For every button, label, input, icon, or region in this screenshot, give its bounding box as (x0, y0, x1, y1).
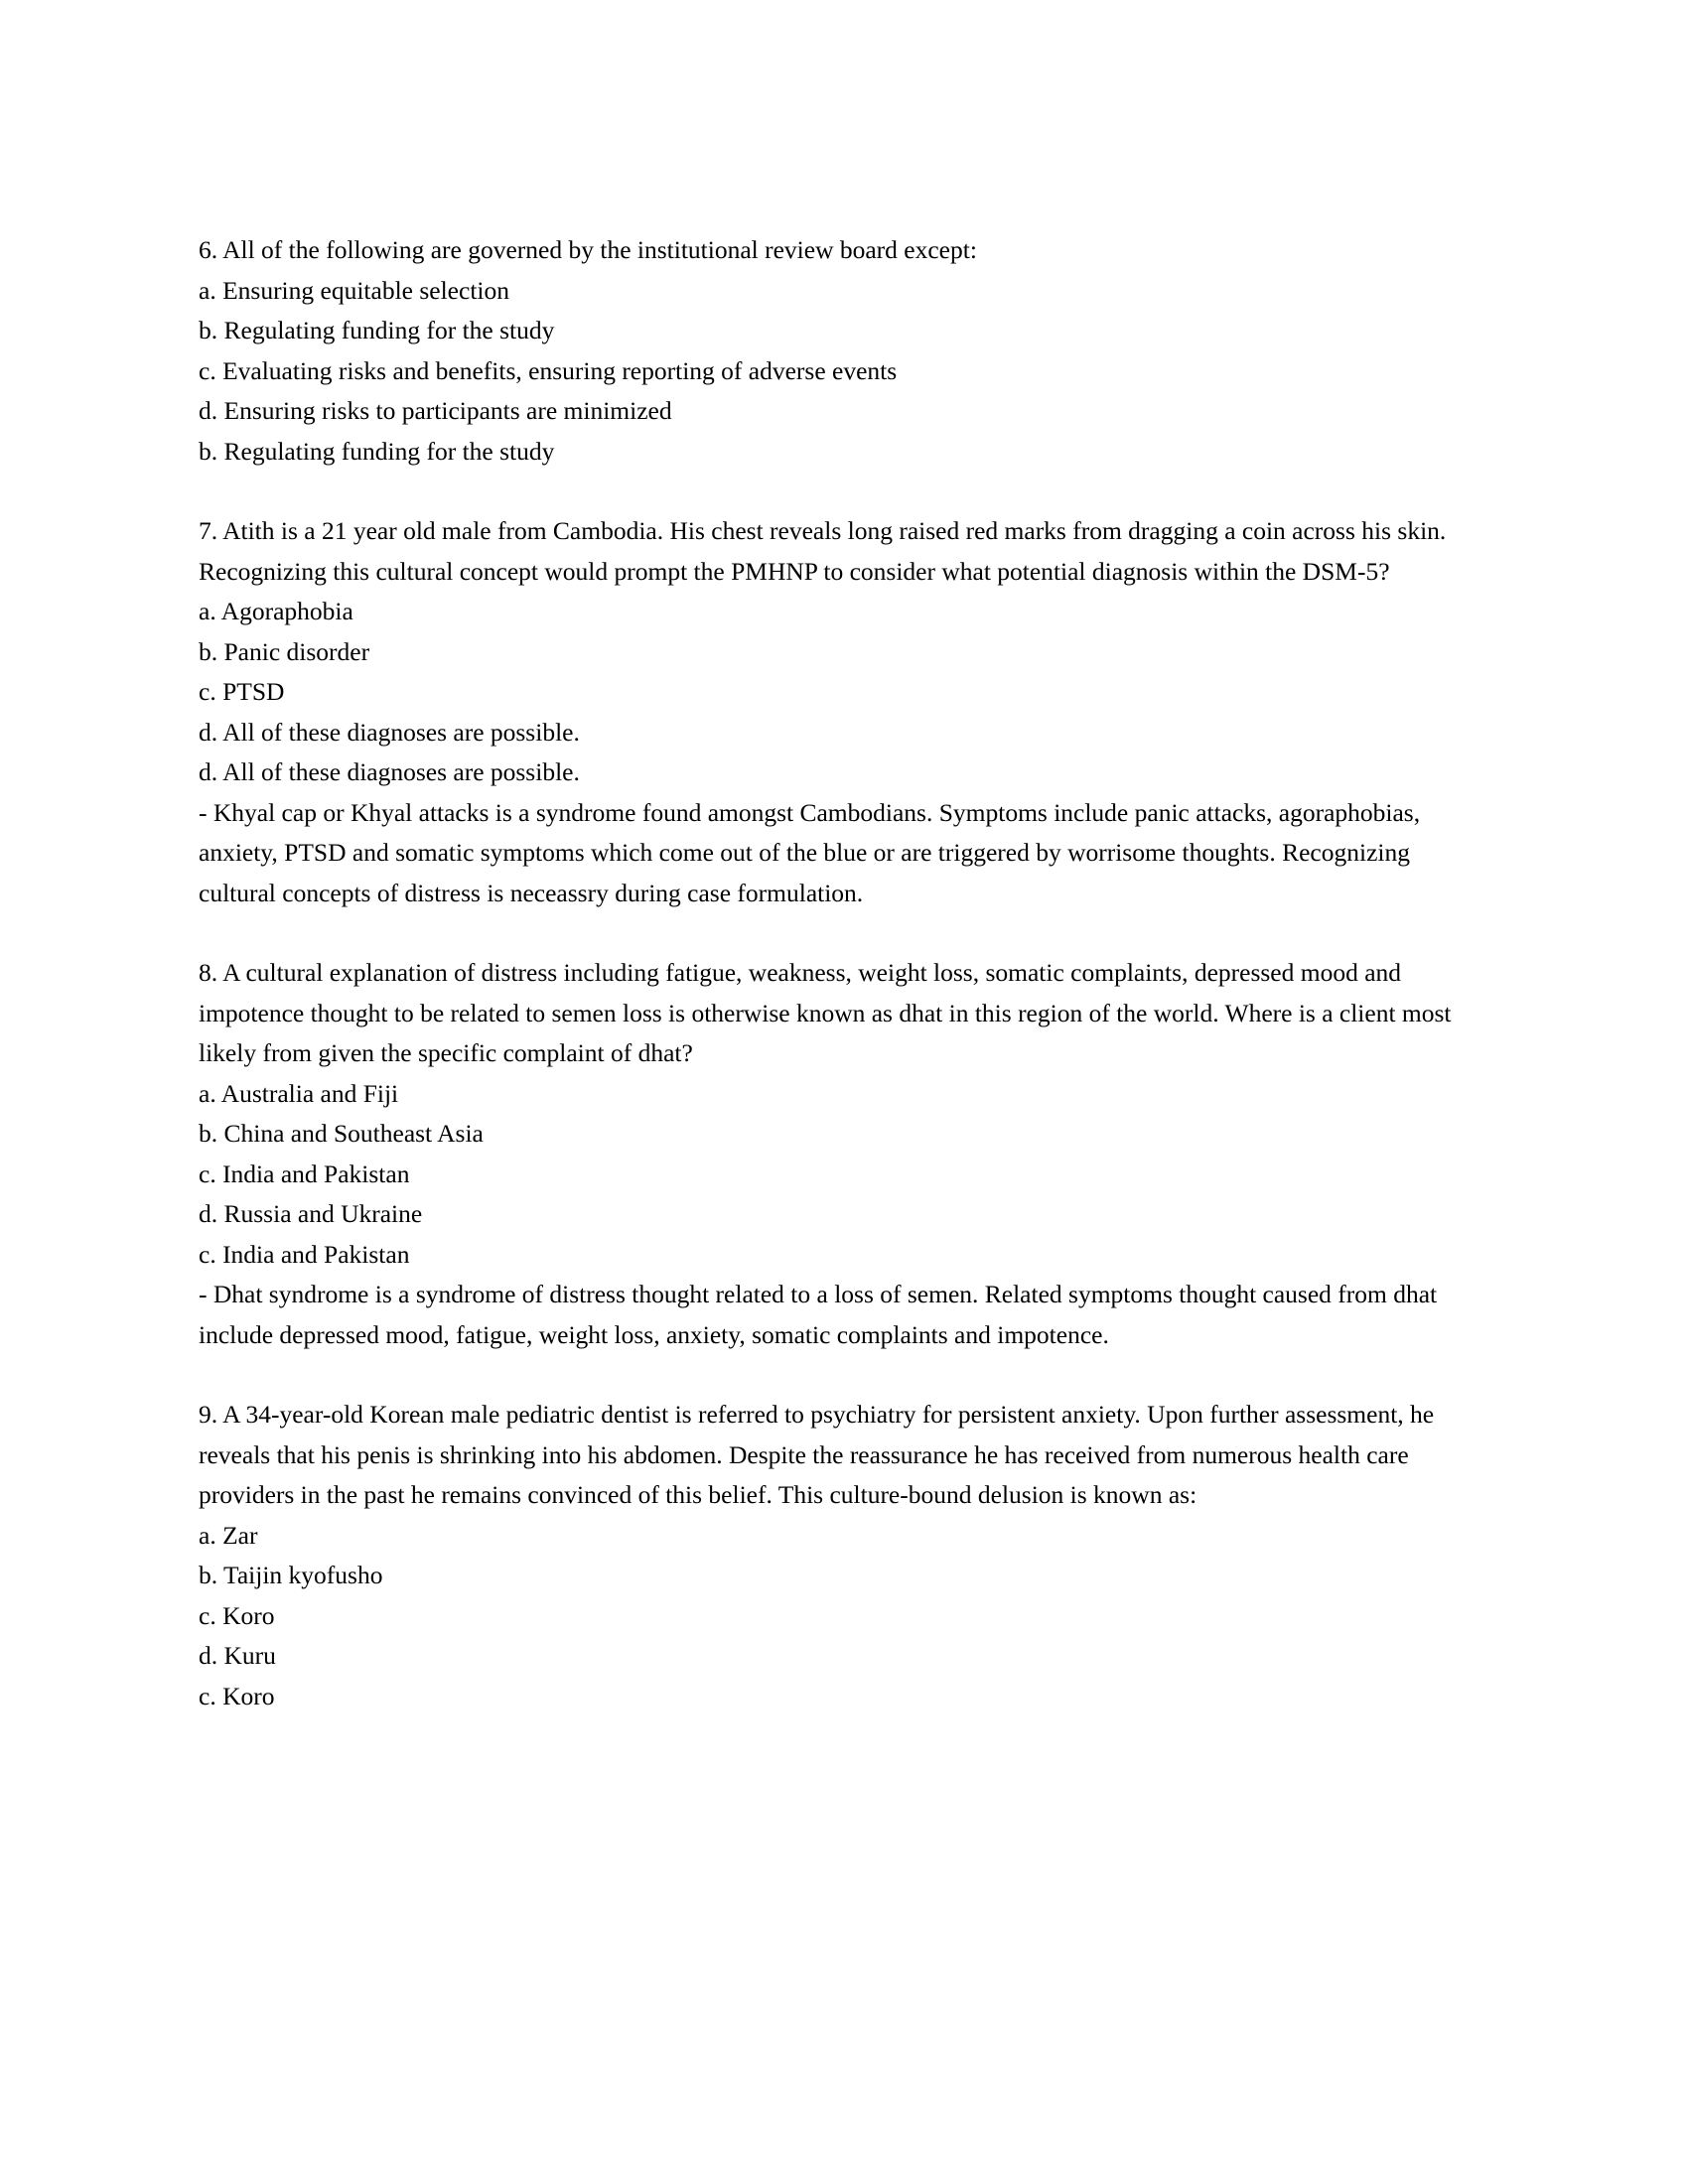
answer-option-a: a. Australia and Fiji (199, 1078, 399, 1108)
answer-key: c. Koro (199, 1681, 275, 1710)
answer-option-c: c. Evaluating risks and benefits, ensuring reporting of adverse events (199, 355, 898, 385)
question-block-9 (199, 1395, 1489, 1716)
answer-option-c: c. Koro (199, 1600, 275, 1630)
answer-option-a: a. Agoraphobia (199, 597, 353, 625)
answer-key: c. India and Pakistan (199, 1239, 410, 1269)
answer-key: d. All of these diagnoses are possible. (199, 757, 580, 786)
question-stem: 8. A cultural explanation of distress including fatigue, weakness, weight loss, somatic complaints, depressed mood and impotence thought to be related to semen loss is otherwise known as dhat in this region of the world. Where is a client most likely from given the specific complaint of dhat? (199, 958, 1452, 1067)
answer-option-d: d. Ensuring risks to participants are minimized (199, 396, 672, 425)
document-body (199, 230, 1489, 1716)
answer-option-b: b. Taijin kyofusho (199, 1561, 383, 1589)
question-stem: 9. A 34-year-old Korean male pediatric dentist is referred to psychiatry for persistent anxiety. Upon further assessment, he reveals that his penis is shrinking into his abdomen. Despite the reassurance he has received from numerous health care providers in the past he remains convinced of this belief. This culture-bound delusion is known as: (199, 1400, 1435, 1509)
answer-option-a: a. Zar (199, 1520, 258, 1550)
question-block-8 (199, 953, 1489, 1355)
question-stem: 7. Atith is a 21 year old male from Cambodia. His chest reveals long raised red marks from dragging a coin across his skin. Recognizing this cultural concept would prompt the PMHNP to consider what potential diagnosis within the DSM-5? (199, 516, 1447, 586)
answer-option-c: c. PTSD (199, 677, 285, 706)
answer-option-a: a. Ensuring equitable selection (199, 275, 509, 305)
answer-key: b. Regulating funding for the study (199, 436, 555, 466)
answer-option-d: d. All of these diagnoses are possible. (199, 717, 580, 747)
answer-option-b: b. China and Southeast Asia (199, 1119, 484, 1148)
answer-rationale: - Dhat syndrome is a syndrome of distress thought related to a loss of semen. Related symptoms thought caused from dhat include depressed mood, fatigue, weight loss, anxiety, somatic complaints and impotence. (199, 1280, 1438, 1349)
question-block-7 (199, 511, 1489, 913)
answer-option-b: b. Regulating funding for the study (199, 316, 555, 344)
answer-rationale: - Khyal cap or Khyal attacks is a syndrome found amongst Cambodians. Symptoms include panic attacks, agoraphobias, anxiety, PTSD and somatic symptoms which come out of the blue or are triggered by worrisome thoughts. Recognizing cultural concepts of distress is neceassry during case formulation. (199, 797, 1421, 907)
answer-option-d: d. Kuru (199, 1641, 276, 1670)
answer-option-b: b. Panic disorder (199, 636, 370, 666)
question-block-6 (199, 230, 1489, 472)
question-stem: 6. All of the following are governed by the institutional review board except: (199, 235, 977, 264)
answer-option-d: d. Russia and Ukraine (199, 1199, 423, 1228)
answer-option-c: c. India and Pakistan (199, 1159, 410, 1188)
